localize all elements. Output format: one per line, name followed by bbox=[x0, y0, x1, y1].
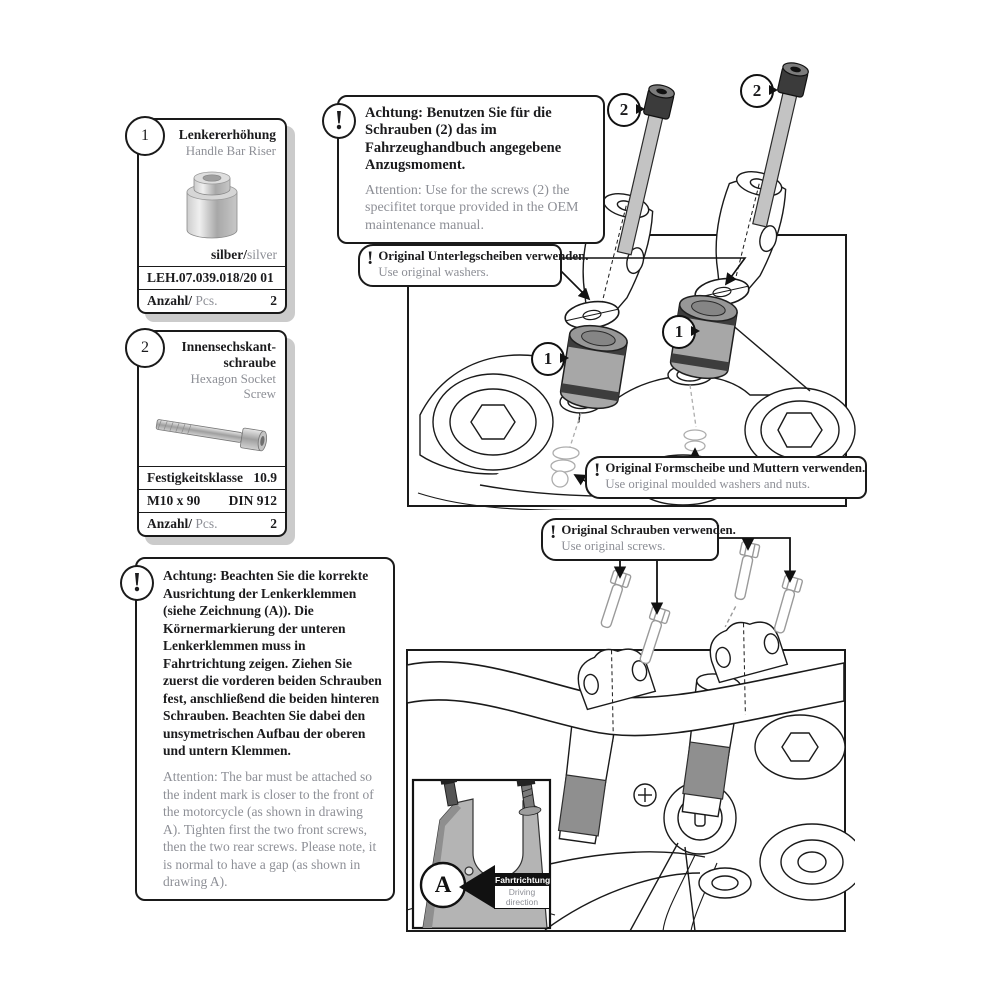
label-bubble-screw-right bbox=[740, 74, 774, 108]
part-no: LEH.07.039.018/20 01 bbox=[147, 270, 274, 286]
strength-value: 10.9 bbox=[253, 469, 277, 485]
exclamation-mark: ! bbox=[550, 522, 557, 543]
part-finish-row bbox=[139, 244, 285, 266]
warning-torque bbox=[334, 95, 605, 244]
strength-row bbox=[139, 466, 285, 489]
dimension-row bbox=[139, 489, 285, 512]
label-screw: 2 bbox=[752, 81, 762, 100]
riser-left bbox=[559, 322, 629, 412]
direction-en: Driving direction bbox=[495, 886, 549, 908]
qty-label-de: Anzahl/ bbox=[147, 515, 193, 531]
part-number: 1 bbox=[141, 127, 149, 144]
part-qty-row bbox=[139, 289, 285, 312]
part-no-row bbox=[139, 266, 285, 289]
exclamation-mark: ! bbox=[594, 460, 601, 481]
exclamation-mark: ! bbox=[334, 104, 344, 135]
warning-alignment-de: Achtung: Beachten Sie die korrekte Ausrichtung der Lenkerklemmen (siehe Zeichnung (A)). Die Körnermarkierung der unteren Lenkerklemmen muss in Fahrtrichtung zeigen. Ziehen Sie zuerst die vorderen beiden Schrauben fest, anschließend die beiden hinteren Schrauben. Beachten Sie dabei den unsymetrischen Aufbau der oberen und untern Klemmen. bbox=[163, 568, 382, 759]
part-number-badge bbox=[125, 116, 165, 156]
part-number-badge bbox=[125, 328, 165, 368]
qty-value: 2 bbox=[270, 515, 277, 531]
exclamation-mark: ! bbox=[367, 248, 374, 269]
part-qty-row bbox=[139, 512, 285, 535]
label-screw: 2 bbox=[619, 100, 629, 119]
part-title-en: Handle Bar Riser bbox=[185, 142, 276, 158]
warning-torque-en: Attention: Use for the screws (2) the specifitet torque provided in the OEM maintenance manual. bbox=[365, 182, 579, 233]
indent-mark-dot bbox=[465, 867, 473, 875]
direction-de: Fahrtrichtung bbox=[495, 875, 551, 885]
label-bubble-screw-left bbox=[607, 93, 641, 127]
part-title-de: Lenkererhöhung bbox=[178, 127, 276, 142]
warning-icon bbox=[120, 565, 154, 601]
callout-washers-de: Original Unterlegscheiben verwenden. bbox=[378, 249, 589, 263]
callout-original-washers bbox=[358, 244, 589, 287]
handlebar-riser-image bbox=[139, 160, 285, 244]
callout-original-screws bbox=[541, 518, 736, 561]
parts-list-item-riser bbox=[137, 118, 287, 314]
qty-value: 2 bbox=[270, 293, 277, 309]
callout-screws-de: Original Schrauben verwenden. bbox=[561, 523, 736, 537]
part-number: 2 bbox=[141, 339, 149, 356]
callout-moulded-en: Use original moulded washers and nuts. bbox=[605, 476, 811, 491]
callout-washers-en: Use original washers. bbox=[378, 264, 489, 279]
callout-screws-en: Use original screws. bbox=[561, 538, 666, 553]
parts-list-item-screw bbox=[137, 330, 287, 537]
inset-letter-a: A bbox=[434, 872, 452, 897]
warning-alignment bbox=[132, 557, 395, 901]
standard: DIN 912 bbox=[228, 492, 277, 508]
part-title-en: Hexagon Socket Screw bbox=[190, 370, 276, 402]
qty-label-de: Anzahl/ bbox=[147, 293, 193, 309]
finish-de: silber/ bbox=[211, 247, 247, 263]
warning-torque-de: Achtung: Benutzen Sie für die Schrauben (2) das im Fahrzeughandbuch angegebene Anzugsmoment. bbox=[365, 105, 562, 174]
part-title-de: Innensechskant-schraube bbox=[181, 339, 276, 370]
dimension: M10 x 90 bbox=[147, 492, 201, 508]
warning-alignment-en: Attention: The bar must be attached so the indent mark is closer to the front of the motorcycle (as shown in drawing A). Tighten first the two front screws, then the two rear screws. Please note, it is normal to have a gap (as shown in drawing A). bbox=[163, 769, 377, 890]
warning-icon bbox=[322, 103, 356, 139]
qty-label-en: Pcs. bbox=[195, 293, 218, 309]
qty-label-en: Pcs. bbox=[195, 515, 218, 531]
label-riser: 1 bbox=[674, 322, 684, 341]
strength-label: Festigkeitsklasse bbox=[147, 469, 243, 485]
exclamation-mark: ! bbox=[132, 566, 142, 597]
callout-moulded-de: Original Formscheibe und Muttern verwenden. bbox=[605, 461, 866, 475]
finish-en: silver bbox=[247, 247, 277, 263]
label-riser: 1 bbox=[543, 349, 553, 368]
driving-direction-label bbox=[494, 873, 550, 909]
label-bubble-riser-left bbox=[531, 342, 565, 376]
callout-moulded-washers bbox=[585, 456, 867, 499]
hex-socket-screw-image bbox=[139, 404, 285, 466]
diagram-handlebar-clamping bbox=[395, 515, 855, 935]
label-bubble-riser-right bbox=[662, 315, 696, 349]
